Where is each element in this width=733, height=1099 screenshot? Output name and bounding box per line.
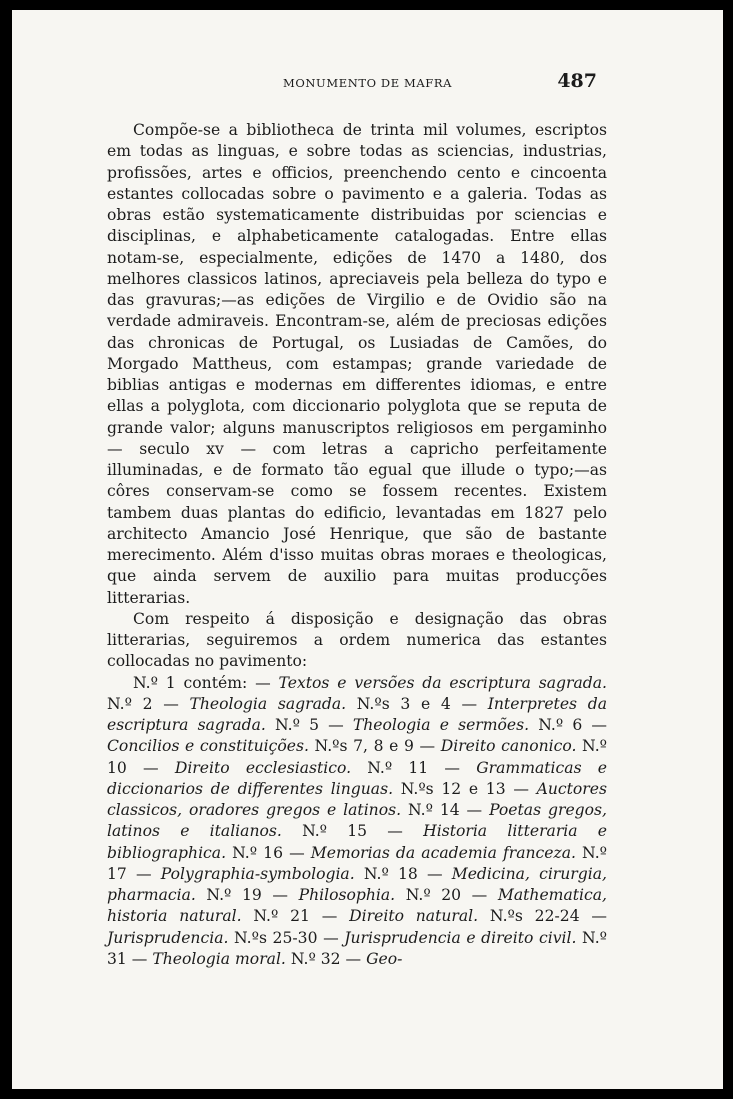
text-run: N.º 5 — (265, 716, 353, 734)
text-run: N.º 17 — (107, 843, 607, 883)
text-run: N.ºs 25-30 — (228, 928, 345, 947)
text-run: N.º 32 — (285, 949, 367, 968)
text-run: N.º 16 — (226, 843, 311, 862)
text-run: N.º 2 — (107, 694, 190, 713)
italic-text-run: Grammaticas e diccionarios de differentes linguas. (107, 758, 607, 798)
text-run: N.º 31 — (107, 928, 607, 968)
italic-text-run: Philosophia. (298, 886, 396, 904)
text-run: N.ºs 7, 8 e 9 — (308, 737, 441, 756)
text-run: N.ºs 12 e 13 — (393, 779, 537, 798)
text-run: N.º 6 — (529, 716, 607, 734)
italic-text-run: Historia litteraria e bibliographica. (107, 822, 608, 862)
italic-text-run: Poetas gregos, latinos e italianos. (107, 801, 607, 841)
italic-text-run: Direito canonico. (440, 737, 577, 756)
paragraph-library-description (107, 120, 607, 609)
italic-text-run: Direito ecclesiastico. (174, 758, 352, 777)
book-page (12, 10, 723, 1089)
text-run: Compõe-se a bibliotheca de trinta mil volumes, escriptos em todas as linguas, e sobre todas as sciencias, industrias, profissões, artes e officios, preenchendo cento e cincoenta estantes collocadas sobre o pavimento e a galeria. Todas as obras estão systematicamente distribuidas por sciencias e disciplinas, e alphabeticamente catalogadas. Entre ellas notam-se, especialmente, edições de 1470 a 1480, dos melhores classicos latinos, apreciaveis pela belleza do typo e das gravuras;—as edições de Virgilio e de Ovidio são na verdade admiraveis. Encontram-se, além de preciosas edições das chronicas de Portugal, os Lusiadas de Camões, do Morgado Mattheus, com estampas; grande variedade de biblias antigas e modernas em differentes idiomas, e entre ellas a polyglota, com diccionario polyglota que se reputa de grande valor; alguns manuscriptos religiosos em pergaminho — seculo xv — com letras a capricho perfeitamente illuminadas, e de formato tão egual que illude o typo;—as côres conservam-se como se fossem recentes. Existem tambem duas plantas do edificio, levantadas em 1827 pelo architecto Amancio José Henrique, que são de bastante merecimento. Além d'isso muitas obras moraes e theologicas, que ainda servem de auxilio para muitas producções litterarias. (107, 121, 607, 607)
text-run: N.ºs 22-24 — (478, 907, 608, 926)
paragraph-shelf-catalogue (107, 673, 607, 971)
text-run: N.º 11 — (351, 758, 477, 777)
italic-text-run: Concilios e constituições. (107, 737, 309, 756)
body-text (107, 120, 607, 970)
text-run: N.º 15 — (281, 822, 424, 841)
text-run: Com respeito á disposição e designação das obras litterarias, seguiremos a ordem numerica das estantes collocadas no pavimento: (107, 609, 607, 671)
text-run: N.º 21 — (241, 907, 350, 926)
italic-text-run: Jurisprudencia e direito civil. (344, 928, 577, 947)
text-run: N.º 10 — (107, 737, 607, 777)
italic-text-run: Polygraphia-symbologia. (160, 864, 355, 883)
italic-text-run: Textos e versões da escriptura sagrada. (278, 673, 607, 692)
italic-text-run: Interpretes da escriptura sagrada. (107, 694, 607, 734)
italic-text-run: Geo- (366, 949, 403, 968)
italic-text-run: Memorias da academia franceza. (310, 843, 576, 862)
italic-text-run: Theologia e sermões. (352, 716, 530, 734)
italic-text-run: Direito natural. (349, 907, 479, 926)
text-run: N.º 20 — (395, 886, 498, 904)
italic-text-run: Mathematica, historia natural. (107, 886, 608, 926)
text-run: N.º 1 contém: — (133, 673, 279, 692)
italic-text-run: Theologia sagrada. (189, 694, 347, 713)
running-title: MONUMENTO DE MAFRA (282, 76, 453, 90)
text-run: N.º 19 — (195, 886, 299, 904)
page-number: 487 (557, 70, 597, 92)
italic-text-run: Auctores classicos, oradores gregos e latinos. (107, 779, 607, 819)
text-run: N.ºs 3 e 4 — (346, 694, 488, 713)
italic-text-run: Medicina, cirurgia, pharmacia. (107, 864, 607, 904)
text-run: N.º 18 — (354, 864, 452, 883)
italic-text-run: Jurisprudencia. (107, 928, 229, 947)
text-run: N.º 14 — (401, 801, 490, 819)
paragraph-arrangement-intro (107, 609, 607, 673)
italic-text-run: Theologia moral. (152, 949, 286, 968)
